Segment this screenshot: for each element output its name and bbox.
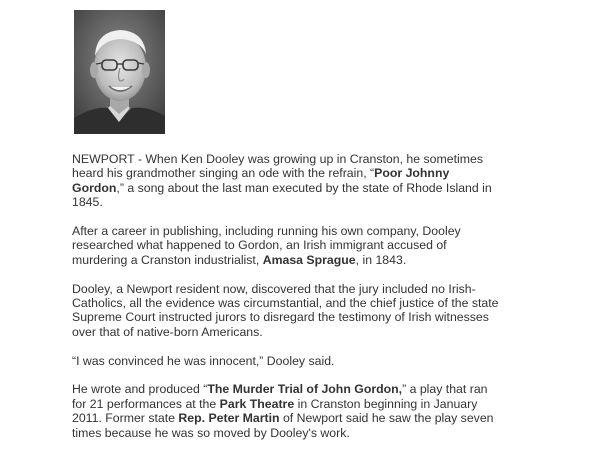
paragraph-4 [72,354,502,368]
text-segment: He wrote and produced “ [72,382,208,397]
text-segment: NEWPORT - When Ken Dooley was growing up in Cranston, he sometimes heard his grandmother singing an ode with the refrain, “ [72,152,483,181]
paragraph-1 [72,152,502,210]
bold-person-name: Amasa Sprague [262,252,356,267]
portrait-photo-icon [74,10,165,134]
paragraph-2 [72,224,502,267]
text-segment: After a career in publishing, including running his own company, Dooley researched what happened to Gordon, an Irish immigrant accused of murdering a Cranston industrialist, [72,224,461,267]
paragraph-5 [72,382,502,440]
text-segment: ” a play that ran for 21 performances at the [72,382,488,411]
text-segment: , in 1843. [355,252,407,267]
text-segment: ,” a song about the last man executed by the state of Rhode Island in 1845. [72,180,492,210]
bold-song-title: Poor Johnny Gordon [72,166,450,195]
bold-venue-name: Park Theatre [219,396,295,411]
paragraph-3 [72,282,502,340]
text-segment: of Newport said he saw the play seven times because he was so moved by Dooley's work. [72,411,494,440]
text-segment: in Cranston beginning in January 2011. Former state [72,396,478,426]
text-segment: “I was convinced he was innocent,” Dooley said. [72,353,335,368]
bold-person-name: Rep. Peter Martin [178,411,280,426]
author-photo [74,10,165,134]
bold-play-title: The Murder Trial of John Gordon, [207,382,403,397]
text-segment: Dooley, a Newport resident now, discovered that the jury included no Irish-Catholics, all the evidence was circumstantial, and the chief justice of the state Supreme Court instructed jurors to disregard the testimony of Irish witnesses over that of native-born Americans. [72,281,499,339]
article-body [72,152,502,454]
